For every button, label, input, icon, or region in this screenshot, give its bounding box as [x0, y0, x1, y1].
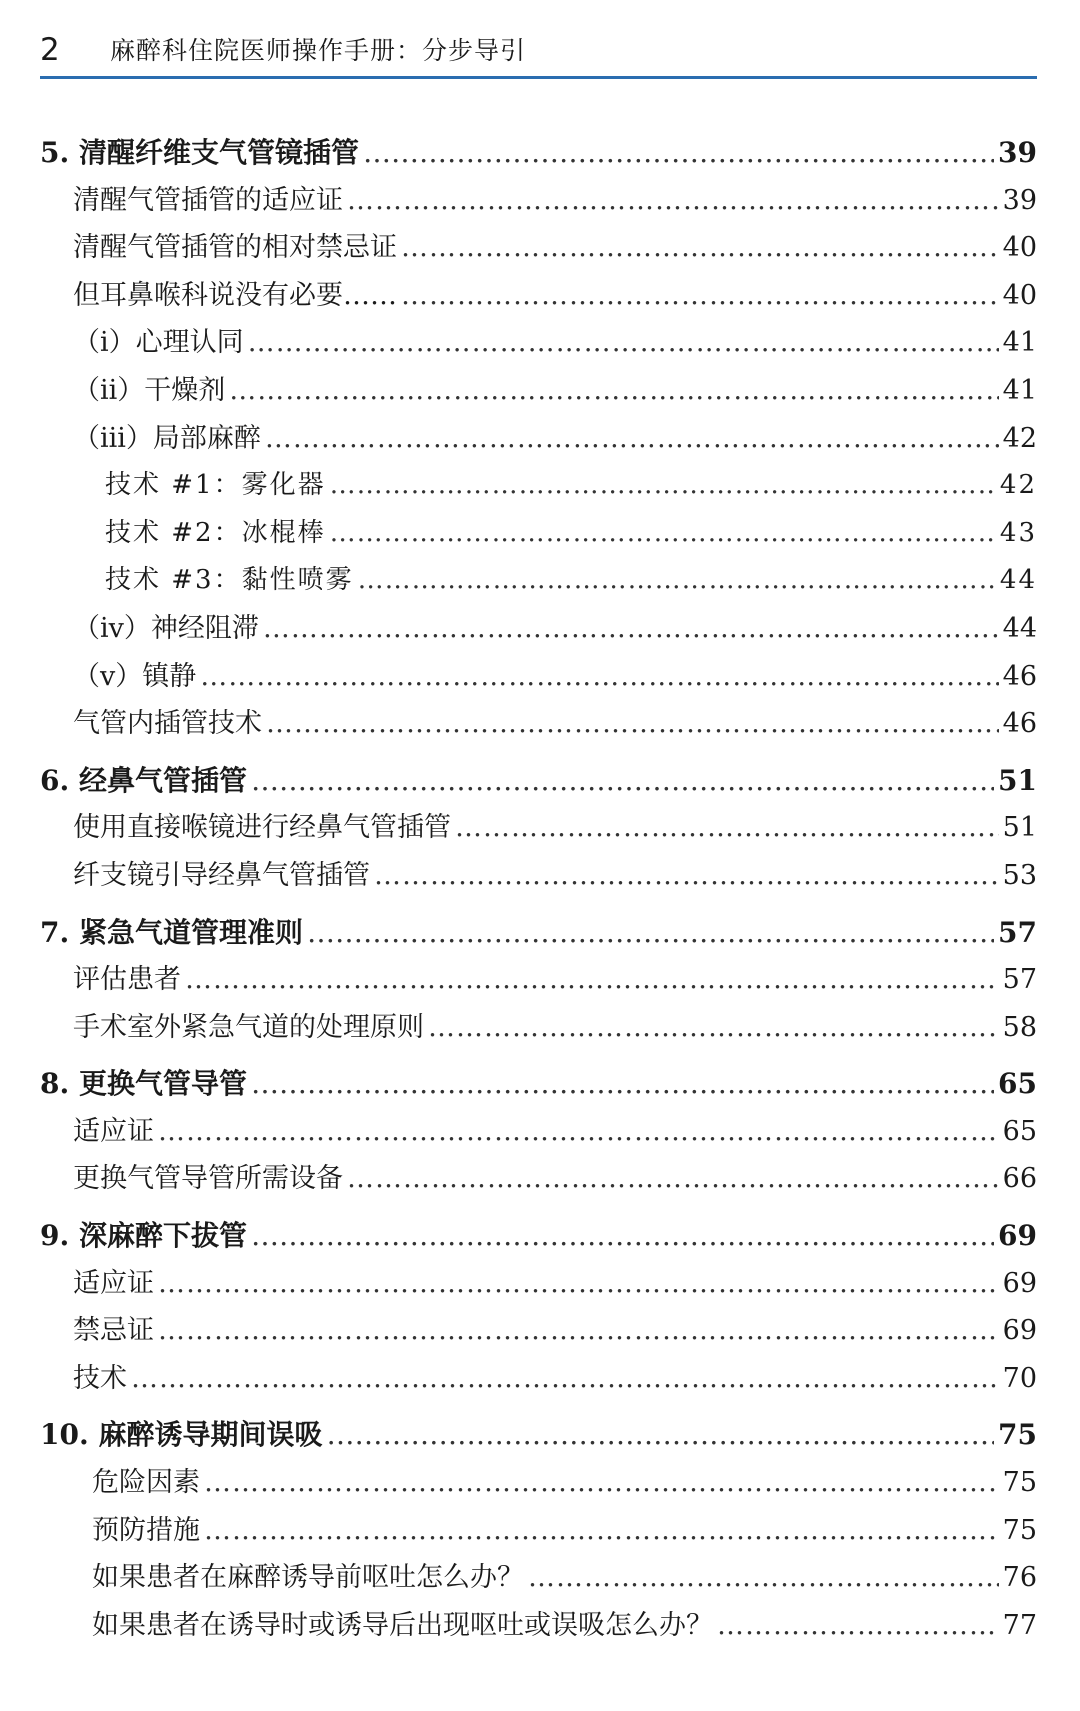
- toc-entry[interactable]: [40, 224, 1037, 272]
- toc-entry[interactable]: [40, 510, 1037, 558]
- dot-leader: [158, 1260, 999, 1308]
- dot-leader: [363, 129, 994, 177]
- toc-entry-page-number: 39: [1002, 184, 1037, 216]
- toc-entry[interactable]: [40, 319, 1037, 367]
- dot-leader: [265, 415, 999, 463]
- dot-leader: [158, 1307, 999, 1355]
- toc-entry-label: 8. 更换气管导管: [40, 1067, 247, 1101]
- toc-entry[interactable]: [40, 1004, 1037, 1052]
- toc-entry-page-number: 57: [998, 915, 1037, 949]
- toc-entry-page-number: 41: [1002, 374, 1037, 406]
- dot-leader: [204, 1507, 999, 1555]
- toc-entry-page-number: 44: [999, 565, 1037, 596]
- dot-leader: [158, 1108, 999, 1156]
- dot-leader: [326, 1411, 994, 1459]
- page-number: 2: [40, 32, 60, 68]
- dot-leader: [131, 1355, 999, 1403]
- toc-entry-label: 技术: [73, 1362, 127, 1394]
- toc-entry-page-number: 41: [1002, 327, 1037, 359]
- toc-entry-label: （iii）局部麻醉: [73, 422, 261, 454]
- dot-leader: [330, 510, 996, 558]
- dot-leader: [204, 1459, 999, 1507]
- toc-entry[interactable]: [40, 1260, 1037, 1308]
- toc-entry[interactable]: [40, 462, 1037, 510]
- toc-entry-page-number: 69: [1002, 1315, 1037, 1347]
- running-title: 麻醉科住院医师操作手册：分步导引: [110, 36, 527, 65]
- toc-entry[interactable]: [40, 177, 1037, 225]
- toc-entry[interactable]: [40, 1155, 1037, 1203]
- dot-leader: [358, 557, 996, 605]
- page-header: [40, 28, 1037, 79]
- toc-entry-label: 适应证: [73, 1115, 154, 1147]
- toc-entry-page-number: 43: [999, 517, 1037, 548]
- dot-leader: [528, 1554, 999, 1602]
- toc-entry-label: 7. 紧急气道管理准则: [40, 915, 303, 949]
- toc-entry-label: 纤支镜引导经鼻气管插管: [73, 859, 370, 891]
- dot-leader: [347, 1155, 999, 1203]
- toc-entry-label: 清醒气管插管的适应证: [73, 184, 343, 216]
- toc-entry-label: 10. 麻醉诱导期间误吸: [40, 1418, 323, 1452]
- dot-leader: [263, 605, 999, 653]
- toc-entry[interactable]: [40, 1602, 1037, 1650]
- toc-entry[interactable]: [40, 700, 1037, 748]
- toc-chapter-entry[interactable]: [40, 909, 1037, 957]
- toc-entry[interactable]: [40, 1307, 1037, 1355]
- toc-entry-label: （i）心理认同: [73, 327, 244, 359]
- dot-leader: [307, 909, 994, 957]
- dot-leader: [251, 1060, 994, 1108]
- toc-entry-label: 如果患者在诱导时或诱导后出现呕吐或误吸怎么办？: [92, 1609, 713, 1641]
- toc-entry-page-number: 46: [1002, 660, 1037, 692]
- dot-leader: [401, 224, 999, 272]
- toc-entry-label: 如果患者在麻醉诱导前呕吐怎么办？: [92, 1562, 524, 1594]
- toc-entry[interactable]: [40, 653, 1037, 701]
- dot-leader: [374, 852, 999, 900]
- dot-leader: [330, 462, 996, 510]
- toc-entry[interactable]: [40, 1507, 1037, 1555]
- toc-entry-label: 技术 #3：黏性喷雾: [105, 565, 354, 596]
- toc-entry-page-number: 66: [1002, 1163, 1037, 1195]
- toc-entry-label: 6. 经鼻气管插管: [40, 763, 247, 797]
- toc-entry-label: 但耳鼻喉科说没有必要……: [73, 279, 397, 311]
- toc-entry-page-number: 65: [1002, 1115, 1037, 1147]
- dot-leader: [266, 700, 999, 748]
- toc-entry-page-number: 51: [1002, 812, 1037, 844]
- dot-leader: [401, 272, 999, 320]
- toc-entry[interactable]: [40, 557, 1037, 605]
- toc-entry-page-number: 40: [1002, 232, 1037, 264]
- toc-chapter-entry[interactable]: [40, 757, 1037, 805]
- toc-entry-page-number: 77: [1002, 1609, 1037, 1641]
- toc-entry-label: 清醒气管插管的相对禁忌证: [73, 232, 397, 264]
- toc-entry-label: 禁忌证: [73, 1315, 154, 1347]
- toc-entry-label: 预防措施: [92, 1514, 200, 1546]
- toc-entry-label: 评估患者: [73, 964, 181, 996]
- toc-entry-label: 9. 深麻醉下拔管: [40, 1219, 247, 1253]
- toc-entry-label: 气管内插管技术: [73, 708, 262, 740]
- dot-leader: [717, 1602, 999, 1650]
- table-of-contents: [40, 120, 1037, 1649]
- toc-entry-label: 手术室外紧急气道的处理原则: [73, 1011, 424, 1043]
- toc-entry[interactable]: [40, 1554, 1037, 1602]
- toc-entry-page-number: 44: [1002, 612, 1037, 644]
- dot-leader: [428, 1004, 999, 1052]
- toc-entry-label: 适应证: [73, 1267, 154, 1299]
- toc-entry[interactable]: [40, 605, 1037, 653]
- toc-entry-label: 5. 清醒纤维支气管镜插管: [40, 136, 359, 169]
- toc-entry-page-number: 53: [1002, 859, 1037, 891]
- dot-leader: [229, 367, 998, 415]
- toc-entry-page-number: 76: [1002, 1562, 1037, 1594]
- toc-entry-page-number: 75: [1002, 1514, 1037, 1546]
- toc-entry-page-number: 70: [1002, 1362, 1037, 1394]
- toc-entry-page-number: 46: [1002, 708, 1037, 740]
- dot-leader: [248, 319, 999, 367]
- toc-entry-page-number: 42: [999, 470, 1037, 501]
- dot-leader: [251, 1212, 994, 1260]
- toc-entry-label: （iv）神经阻滞: [73, 612, 259, 644]
- toc-entry[interactable]: [40, 367, 1037, 415]
- toc-entry-page-number: 39: [998, 136, 1037, 169]
- dot-leader: [200, 653, 998, 701]
- toc-entry-page-number: 51: [998, 763, 1037, 797]
- dot-leader: [251, 757, 994, 805]
- toc-entry-page-number: 40: [1002, 279, 1037, 311]
- dot-leader: [185, 956, 999, 1004]
- toc-entry-label: （ii）干燥剂: [73, 374, 226, 406]
- toc-entry-label: 技术 #2：冰棍棒: [105, 517, 326, 548]
- toc-entry-label: （v）镇静: [73, 660, 197, 692]
- toc-entry-page-number: 57: [1002, 964, 1037, 996]
- toc-entry[interactable]: [40, 804, 1037, 852]
- dot-leader: [347, 177, 999, 225]
- toc-entry-label: 技术 #1：雾化器: [105, 470, 326, 501]
- toc-entry-page-number: 65: [998, 1067, 1037, 1101]
- toc-entry-page-number: 75: [1002, 1467, 1037, 1499]
- toc-entry[interactable]: [40, 1459, 1037, 1507]
- toc-entry-page-number: 69: [998, 1219, 1037, 1253]
- toc-entry-page-number: 58: [1002, 1011, 1037, 1043]
- toc-entry[interactable]: [40, 415, 1037, 463]
- toc-chapter-entry[interactable]: [40, 1212, 1037, 1260]
- toc-entry[interactable]: [40, 956, 1037, 1004]
- toc-chapter-entry[interactable]: [40, 129, 1037, 177]
- toc-chapter-entry[interactable]: [40, 1411, 1037, 1459]
- toc-entry[interactable]: [40, 1355, 1037, 1403]
- toc-entry-label: 更换气管导管所需设备: [73, 1163, 343, 1195]
- toc-entry[interactable]: [40, 1108, 1037, 1156]
- toc-entry-page-number: 42: [1002, 422, 1037, 454]
- toc-entry-page-number: 75: [998, 1418, 1037, 1452]
- toc-entry-label: 使用直接喉镜进行经鼻气管插管: [73, 812, 451, 844]
- toc-entry[interactable]: [40, 852, 1037, 900]
- toc-entry[interactable]: [40, 272, 1037, 320]
- toc-entry-page-number: 69: [1002, 1267, 1037, 1299]
- dot-leader: [455, 804, 999, 852]
- toc-chapter-entry[interactable]: [40, 1060, 1037, 1108]
- toc-entry-label: 危险因素: [92, 1467, 200, 1499]
